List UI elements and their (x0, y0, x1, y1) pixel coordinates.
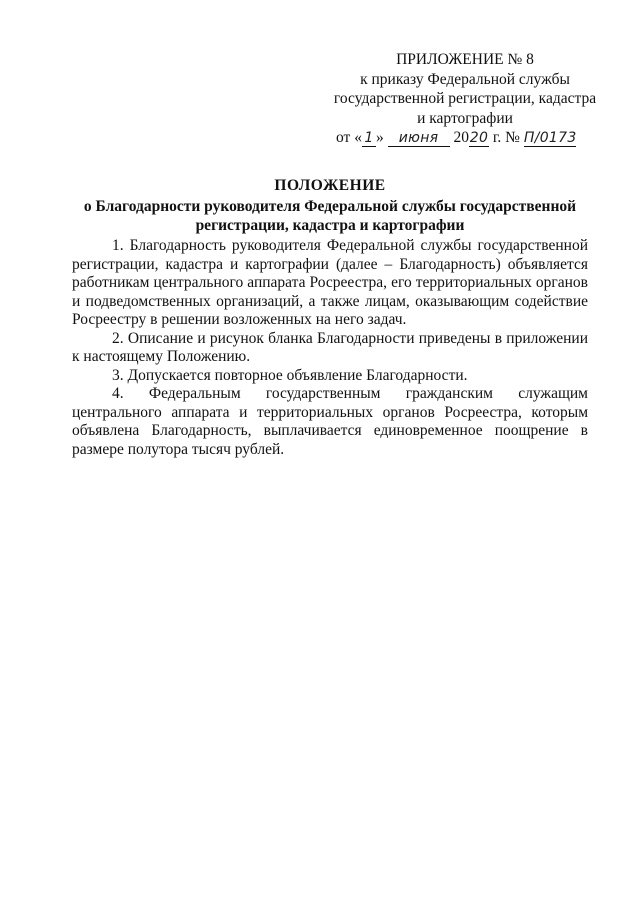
order-date-line (330, 128, 600, 148)
appendix-block (330, 50, 600, 148)
paragraph-4: 4. Федеральным государственным гражданским служащим центрального аппарата и территориальных органов Росреестра, которым объявлена Благодарность, выплачивается единовременное поощрение в размере полутора тысяч рублей. (72, 385, 588, 458)
handwritten-month: июня (388, 130, 450, 147)
date-mid: » (375, 129, 384, 146)
year-prefix: 20 (453, 129, 469, 146)
paragraph-2: 2. Описание и рисунок бланка Благодарности приведены в приложении к настоящему Положению. (72, 329, 588, 365)
document-title: ПОЛОЖЕНИЕ (274, 177, 386, 194)
date-prefix: от « (336, 129, 362, 146)
order-number-label: г. № (492, 129, 520, 146)
document-heading (72, 176, 588, 235)
document-body (72, 237, 588, 459)
handwritten-day: 1 (362, 130, 376, 147)
appendix-line-2: государственной регистрации, кадастра (333, 90, 597, 107)
paragraph-3: 3. Допускается повторное объявление Благодарности. (112, 366, 468, 384)
paragraph-1: 1. Благодарность руководителя Федеральной службы государственной регистрации, кадастра и картографии (далее – Благодарность) объявляется работникам центрального аппарата Росреестра, его территориальных органов и подведомственных организаций, а также лицам, оказывающим содействие Росреестру в решении возложенных на него задач. (72, 237, 588, 328)
appendix-line-1: к приказу Федеральной службы (360, 70, 570, 88)
document-subtitle: о Благодарности руководителя Федеральной службы государственной регистрации, кадастра и картографии (83, 198, 577, 234)
appendix-title: ПРИЛОЖЕНИЕ № 8 (396, 51, 534, 68)
handwritten-order-number: П/0173 (523, 130, 577, 146)
appendix-line-3: и картографии (417, 109, 513, 127)
handwritten-year: 20 (469, 130, 489, 146)
